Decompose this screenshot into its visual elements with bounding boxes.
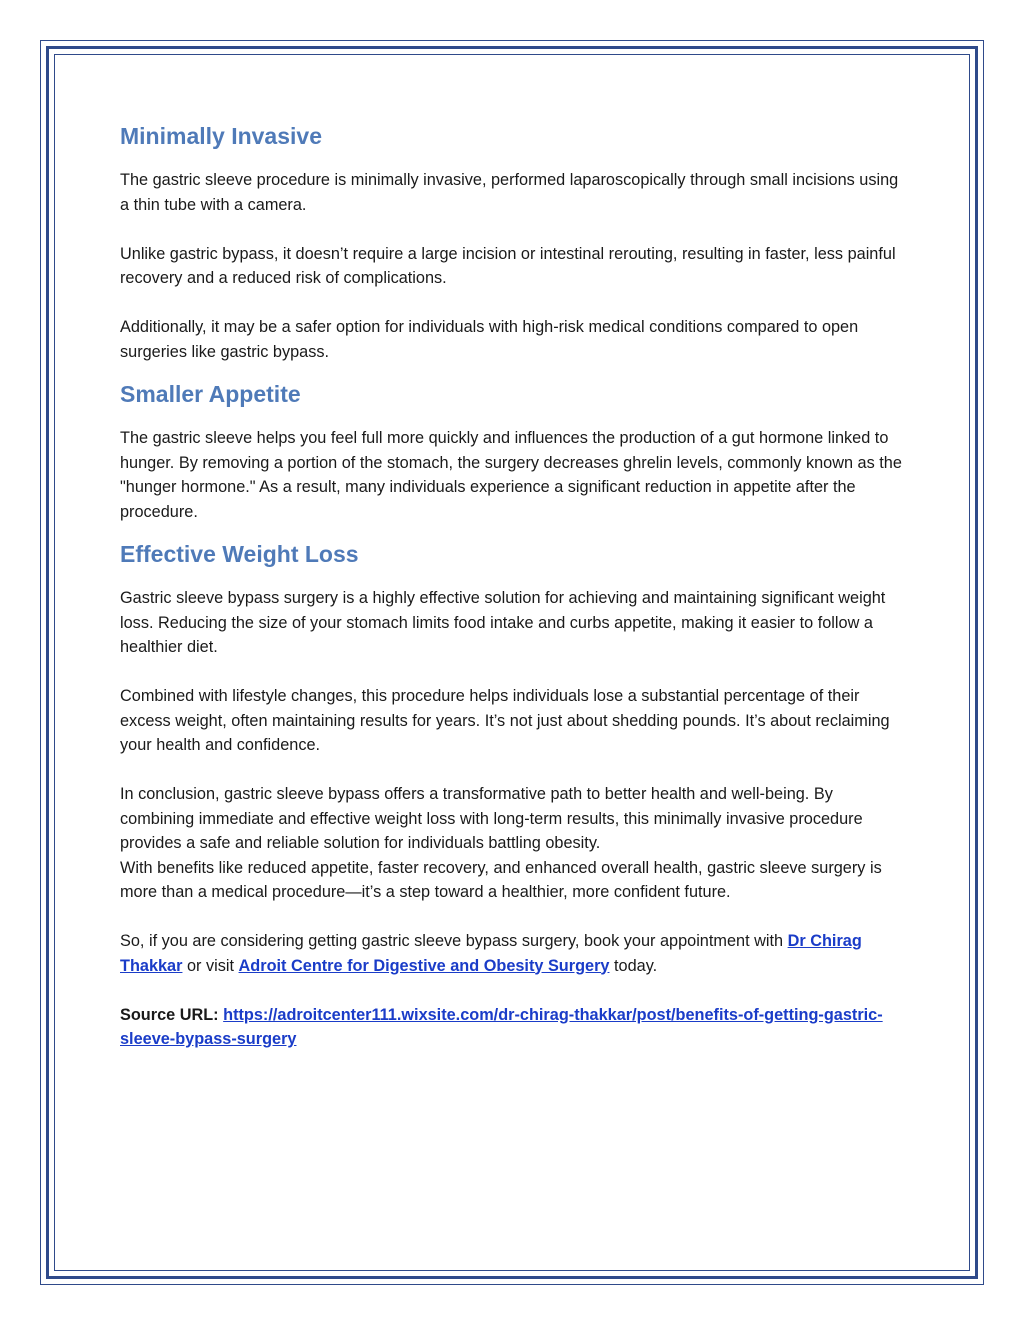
source-line [120, 1003, 910, 1052]
heading-minimally-invasive: Minimally Invasive [120, 123, 322, 149]
paragraph: The gastric sleeve procedure is minimally invasive, performed laparoscopically through small incisions using a thin tube with a camera. [120, 171, 899, 214]
paragraph: In conclusion, gastric sleeve bypass offers a transformative path to better health and well-being. By combining immediate and effective weight loss with long-term results, this minimally invasive procedure provides a safe and reliable solution for individuals battling obesity. [120, 785, 863, 852]
centre-link[interactable]: Adroit Centre for Digestive and Obesity Surgery [238, 956, 610, 975]
heading-effective-weight-loss: Effective Weight Loss [120, 541, 359, 567]
document-body [120, 118, 910, 1076]
paragraph: The gastric sleeve helps you feel full more quickly and influences the production of a gut hormone linked to hunger. By removing a portion of the stomach, the surgery decreases ghrelin levels, commonly known as the "hunger hormone." As a result, many individuals experience a significant reduction in appetite after the procedure. [120, 429, 902, 521]
call-to-action [120, 929, 910, 978]
cta-suffix: today. [609, 956, 658, 975]
paragraph: With benefits like reduced appetite, faster recovery, and enhanced overall health, gastric sleeve surgery is more than a medical procedure—it’s a step toward a healthier, more confident future. [120, 858, 882, 901]
paragraph: Unlike gastric bypass, it doesn’t require a large incision or intestinal rerouting, resulting in faster, less painful recovery and a reduced risk of complications. [120, 244, 896, 287]
paragraph: Combined with lifestyle changes, this procedure helps individuals lose a substantial percentage of their excess weight, often maintaining results for years. It’s not just about shedding pounds. It’s about reclaiming your health and confidence. [120, 687, 890, 754]
source-label: Source URL: [120, 1005, 224, 1024]
cta-middle: or visit [182, 956, 239, 975]
paragraph: Gastric sleeve bypass surgery is a highly effective solution for achieving and maintaining significant weight loss. Reducing the size of your stomach limits food intake and curbs appetite, making it easier to follow a healthier diet. [120, 589, 886, 656]
heading-smaller-appetite: Smaller Appetite [120, 381, 301, 407]
paragraph: Additionally, it may be a safer option for individuals with high-risk medical conditions compared to open surgeries like gastric bypass. [120, 318, 859, 361]
cta-prefix: So, if you are considering getting gastric sleeve bypass surgery, book your appointment with [120, 932, 788, 950]
doctor-link[interactable]: Dr Chirag Thakkar [120, 932, 862, 975]
source-url-link[interactable]: https://adroitcenter111.wixsite.com/dr-chirag-thakkar/post/benefits-of-getting-gastric-sleeve-bypass-surgery [120, 1005, 883, 1048]
